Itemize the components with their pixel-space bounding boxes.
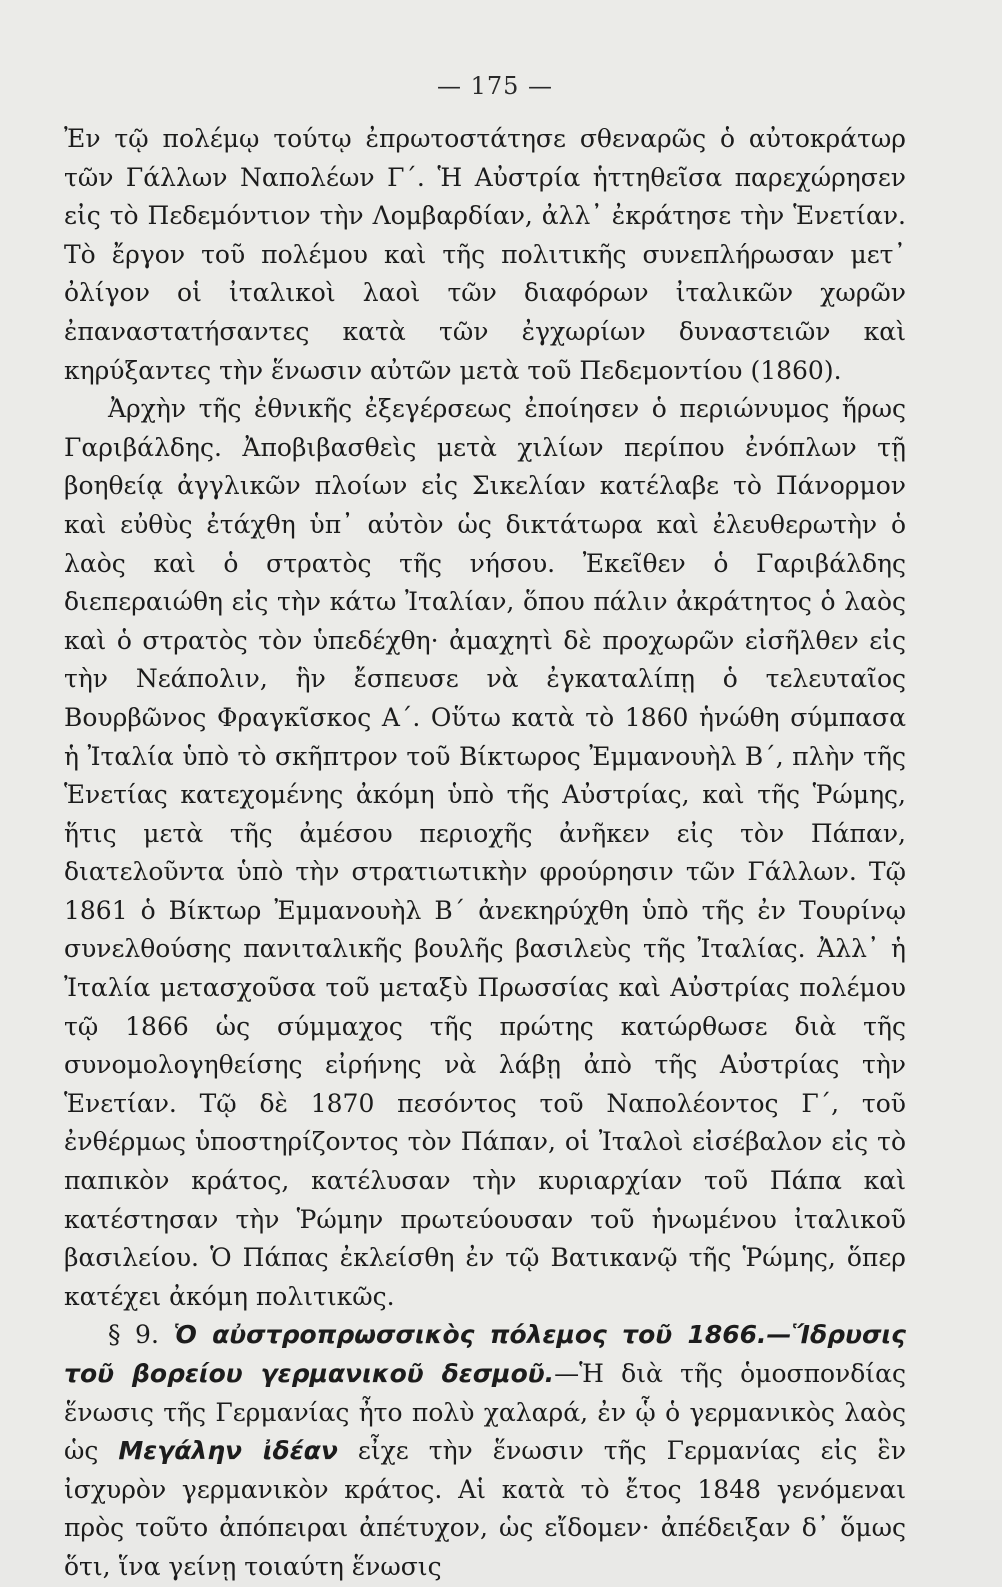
section-text-part-1: —Ἡ διὰ τῆς ὁμοσπονδίας ἕνωσις τῆς Γερμανίας ἦτο πολὺ χαλαρά, ἐν ᾧ ὁ γερμανικὸς λαὸς ὡς: [64, 1359, 906, 1466]
paragraph-garibaldi: Ἀρχὴν τῆς ἐθνικῆς ἐξεγέρσεως ἐποίησεν ὁ περιώνυμος ἥρως Γαριβάλδης. Ἀποβιβασθεὶς μετὰ χιλίων περίπου ἐνόπλων τῇ βοηθείᾳ ἀγγλικῶν πλοίων εἰς Σικελίαν κατέλαβε τὸ Πάνορμον καὶ εὐθὺς ἐτάχθη ὑπ᾿ αὐτὸν ὡς δικτάτωρα καὶ ἐλευθερωτὴν ὁ λαὸς καὶ ὁ στρατὸς τῆς νήσου. Ἐκεῖθεν ὁ Γαριβάλδης διεπεραιώθη εἰς τὴν κάτω Ἰταλίαν, ὅπου πάλιν ἀκράτητος ὁ λαὸς καὶ ὁ στρατὸς τὸν ὑπεδέχθη· ἀμαχητὶ δὲ προχωρῶν εἰσῆλθεν εἰς τὴν Νεάπολιν, ἣν ἔσπευσε νὰ ἐγκαταλίπῃ ὁ τελευταῖος Βουρβῶνος Φραγκῖσκος Α΄. Οὕτω κατὰ τὸ 1860 ἡνώθη σύμπασα ἡ Ἰταλία ὑπὸ τὸ σκῆπτρον τοῦ Βίκτωρος Ἐμμανουὴλ Β΄, πλὴν τῆς Ἑνετίας κατεχομένης ἀκόμη ὑπὸ τῆς Αὐστρίας, καὶ τῆς Ῥώμης, ἥτις μετὰ τῆς ἀμέσου περιοχῆς ἀνῆκεν εἰς τὸν Πάπαν, διατελοῦντα ὑπὸ τὴν στρατιωτικὴν φρούρησιν τῶν Γάλλων. Τῷ 1861 ὁ Βίκτωρ Ἐμμανουὴλ Β΄ ἀνεκηρύχθη ὑπὸ τῆς ἐν Τουρίνῳ συνελθούσης πανιταλικῆς βουλῆς βασιλεὺς τῆς Ἰταλίας. Ἀλλ᾿ ἡ Ἰταλία μετασχοῦσα τοῦ μεταξὺ Πρωσσίας καὶ Αὐστρίας πολέμου τῷ 1866 ὡς σύμμαχος τῆς πρώτης κατώρθωσε διὰ τῆς συνομολογηθείσης εἰρήνης νὰ λάβῃ ἀπὸ τῆς Αὐστρίας τὴν Ἑνετίαν. Τῷ δὲ 1870 πεσόντος τοῦ Ναπολέοντος Γ΄, τοῦ ἐνθέρμως ὑποστηρίζοντος τὸν Πάπαν, οἱ Ἰταλοὶ εἰσέβαλον εἰς τὸ παπικὸν κράτος, κατέλυσαν τὴν κυριαρχίαν τοῦ Πάπα καὶ κατέστησαν τὴν Ῥώμην πρωτεύουσαν τοῦ ἡνωμένου ἰταλικοῦ βασιλείου. Ὁ Πάπας ἐκλείσθη ἐν τῷ Βατικανῷ τῆς Ῥώμης, ὅπερ κατέχει ἀκόμη πολιτικῶς.: [64, 394, 906, 1311]
section-heading: Ὁ αὐστροπρωσσικὸς πόλεμος τοῦ 1866.—Ἵδρυσις τοῦ βορείου γερμανικοῦ δεσμοῦ.: [64, 1320, 906, 1388]
page-number: — 175 —: [436, 72, 554, 100]
emphasis-megali-idea: Μεγάλην ἰδέαν: [118, 1436, 338, 1466]
section-9-paragraph: [64, 1316, 906, 1586]
section-marker: § 9.: [108, 1320, 159, 1350]
section-text-part-2: εἶχε τὴν ἕνωσιν τῆς Γερμανίας εἰς ἓν ἰσχυρὸν γερμανικὸν κράτος. Αἱ κατὰ τὸ ἔτος 1848 γενόμεναι πρὸς τοῦτο ἀπόπειραι ἀπέτυχον, ὡς εἴδομεν· ἀπέδειξαν δ᾿ ὅμως ὅτι, ἵνα γείνῃ τοιαύτη ἕνωσις: [64, 1436, 907, 1581]
paragraph-napoleon-war: Ἐν τῷ πολέμῳ τούτῳ ἐπρωτοστάτησε σθεναρῶς ὁ αὐτοκράτωρ τῶν Γάλλων Ναπολέων Γ΄. Ἡ Αὐστρία ἡττηθεῖσα παρεχώρησεν εἰς τὸ Πεδεμόντιον τὴν Λομβαρδίαν, ἀλλ᾿ ἐκράτησε τὴν Ἑνετίαν. Τὸ ἔργον τοῦ πολέμου καὶ τῆς πολιτικῆς συνεπλήρωσαν μετ᾿ ὀλίγον οἱ ἰταλικοὶ λαοὶ τῶν διαφόρων ἰταλικῶν χωρῶν ἐπαναστατήσαντες κατὰ τῶν ἐγχωρίων δυναστειῶν καὶ κηρύξαντες τὴν ἕνωσιν αὐτῶν μετὰ τοῦ Πεδεμοντίου (1860).: [64, 124, 906, 385]
